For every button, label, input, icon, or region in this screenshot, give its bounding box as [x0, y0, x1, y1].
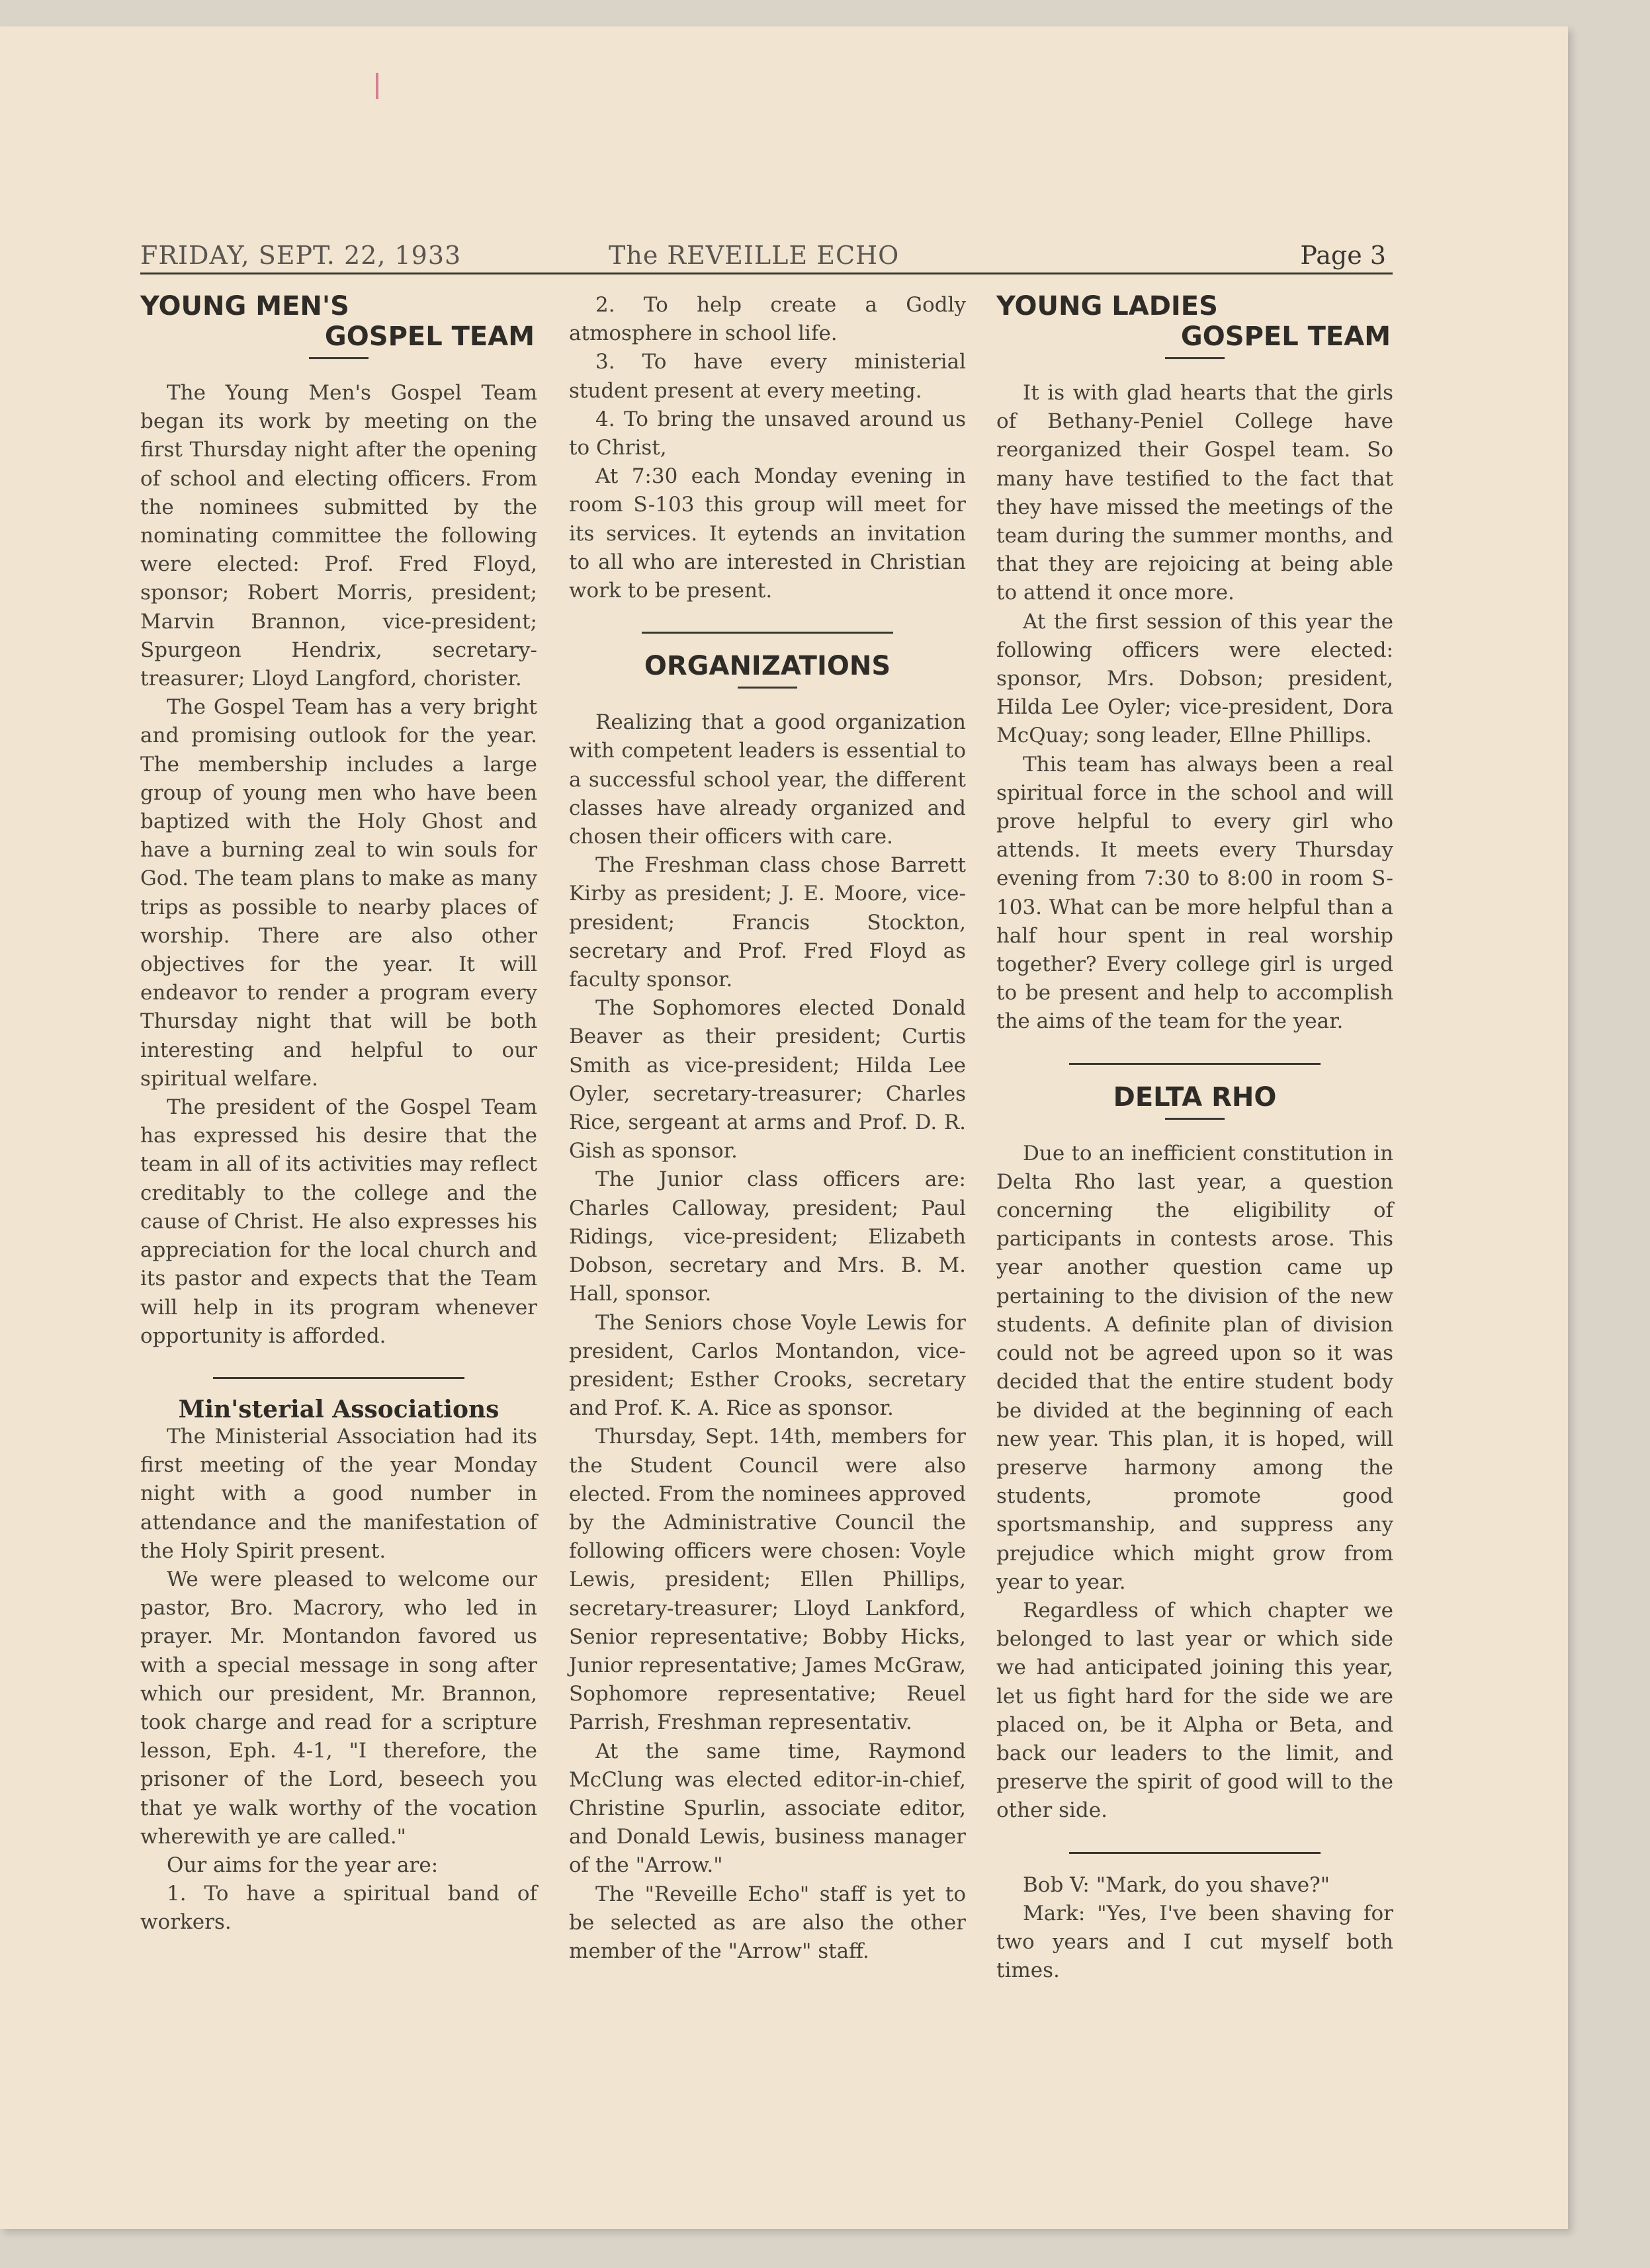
article-paragraph: The Young Men's Gospel Team began its work by meeting on the first Thursday night after the opening of school and electing officers. From the nominees submitted by the nominating committee the following were elected: Prof. Fred Floyd, sponsor; Robert Morris, president; Marvin Brannon, vice-president; Spurgeon Hendrix, secretary-treasurer; Lloyd Langford, chorister.	[140, 381, 537, 691]
divider	[1165, 357, 1225, 359]
article-paragraph: This team has always been a real spiritual force in the school and will prove helpful to every girl who attends. It meets every Thursday evening from 7:30 to 8:00 in room S-103. What can be more helpful than a half hour spent in real worship together? Every college girl is urged to be present and help to accomplish the aims of the team for the year.	[996, 752, 1393, 1034]
divider	[738, 687, 797, 689]
article-paragraph: The Ministerial Association had its first meeting of the year Monday night with a good number in attendance and the manifestation of the Holy Spirit present.	[140, 1424, 537, 1563]
divider	[1069, 1852, 1321, 1854]
aim-item: 2. To help create a Godly atmosphere in school life.	[569, 293, 966, 346]
joke-line: Bob V: "Mark, do you shave?"	[1023, 1872, 1330, 1897]
article-paragraph: The Freshman class chose Barrett Kirby as president; J. E. Moore, vice-president; Francis Stockton, secretary and Prof. Fred Floyd as faculty sponsor.	[569, 853, 966, 992]
ladies-team-title-line1: YOUNG LADIES	[996, 291, 1218, 321]
article-paragraph: We were pleased to welcome our pastor, Bro. Macrory, who led in prayer. Mr. Montandon favored us with a special message in song after which our president, Mr. Brannon, took charge and read for a scripture lesson, Eph. 4-1, "I therefore, the prisoner of the Lord, beseech you that ye walk worthy of the vocation wherewith ye are called."	[140, 1567, 537, 1849]
organizations-title: ORGANIZATIONS	[644, 651, 891, 682]
column-1	[140, 291, 537, 1937]
column-3	[996, 291, 1393, 1985]
delta-rho-title: DELTA RHO	[1113, 1081, 1277, 1113]
article-paragraph: It is with glad hearts that the girls of Bethany-Peniel College have reorganized their Gospel team. So many have testified to the fact that they have missed the meetings of the team during the summer months, and that they are rejoicing at being able to attend it once more.	[996, 381, 1393, 605]
divider	[1165, 1118, 1225, 1120]
pin-mark	[376, 73, 378, 99]
divider	[309, 357, 369, 359]
divider	[1069, 1063, 1321, 1065]
article-paragraph: The Sophomores elected Donald Beaver as their president; Curtis Smith as vice-president; Hilda Lee Oyler, secretary-treasurer; Charles Rice, sergeant at arms and Prof. D. R. Gish as sponsor.	[569, 996, 966, 1163]
article-paragraph: The "Reveille Echo" staff is yet to be selected as are also the other member of the "Arrow" staff.	[569, 1882, 966, 1963]
article-paragraph: Our aims for the year are:	[167, 1853, 439, 1877]
article-paragraph: The Junior class officers are: Charles Calloway, president; Paul Ridings, vice-president; Elizabeth Dobson, secretary and Mrs. B. M. Hall, sponsor.	[569, 1167, 966, 1306]
newspaper-page	[0, 26, 1568, 2229]
ladies-team-title-line2: GOSPEL TEAM	[1180, 321, 1391, 352]
article-paragraph: Thursday, Sept. 14th, members for the Student Council were also elected. From the nominees approved by the Administrative Council the following officers were chosen: Voyle Lewis, president; Ellen Phillips, secretary-treasurer; Lloyd Lankford, Senior representative; Bobby Hicks, Junior representative; James McGraw, Sophomore representative; Reuel Parrish, Freshman representativ.	[569, 1425, 966, 1735]
article-paragraph: 1. To have a spiritual band of workers.	[140, 1882, 537, 1935]
article-paragraph: At 7:30 each Monday evening in room S-103 this group will meet for its services. It eytends an invitation to all who are interested in Christian work to be present.	[569, 464, 966, 603]
aim-item: 3. To have every ministerial student present at every meeting.	[569, 350, 966, 403]
divider	[213, 1377, 464, 1379]
mens-team-title-line2: GOSPEL TEAM	[324, 321, 535, 352]
ministerial-association-title: Min'sterial Associations	[178, 1395, 499, 1423]
header-page-number: Page 3	[1300, 241, 1386, 270]
page-header	[140, 238, 1393, 274]
aim-item: 4. To bring the unsaved around us to Christ,	[569, 407, 966, 460]
article-paragraph: The Gospel Team has a very bright and promising outlook for the year. The membership includes a large group of young men who have been baptized with the Holy Ghost and have a burning zeal to win souls for God. The team plans to make as many trips as possible to nearby places of worship. There are also other objectives for the year. It will endeavor to render a program every Thursday night that will be both interesting and helpful to our spiritual welfare.	[140, 695, 537, 1091]
article-paragraph: The Seniors chose Voyle Lewis for president, Carlos Montandon, vice-president; Esther Crooks, secretary and Prof. K. A. Rice as sponsor.	[569, 1310, 966, 1421]
article-paragraph: The president of the Gospel Team has expressed his desire that the team in all of its activities may reflect creditably to the college and the cause of Christ. He also expresses his appreciation for the local church and its pastor and expects that the Team will help in its program whenever opportunity is afforded.	[140, 1095, 537, 1348]
header-date: FRIDAY, SEPT. 22, 1933	[140, 241, 462, 270]
column-2	[569, 291, 966, 1966]
article-paragraph: Regardless of which chapter we belonged to last year or which side we had anticipated joining this year, let us fight hard for the side we are placed on, be it Alpha or Beta, and back our leaders to the limit, and preserve the spirit of good will to the other side.	[996, 1598, 1393, 1823]
joke-line: Mark: "Yes, I've been shaving for two years and I cut myself both times.	[996, 1901, 1393, 1983]
article-paragraph: Due to an inefficient constitution in Delta Rho last year, a question concerning the eligibility of participants in contests arose. This year another question came up pertaining to the division of the new students. A definite plan of division could not be agreed upon so it was decided that the entire student body be divided at the beginning of each new year. This plan, it is hoped, will preserve harmony among the students, promote good sportsmanship, and suppress any prejudice which might grow from year to year.	[996, 1141, 1393, 1594]
article-paragraph: At the same time, Raymond McClung was elected editor-in-chief, Christine Spurlin, associate editor, and Donald Lewis, business manager of the "Arrow."	[569, 1739, 966, 1878]
header-paper-name: The REVEILLE ECHO	[609, 241, 900, 270]
mens-team-title-line1: YOUNG MEN'S	[140, 291, 349, 321]
divider	[642, 632, 893, 634]
article-paragraph: Realizing that a good organization with competent leaders is essential to a successful school year, the different classes have already organized and chosen their officers with care.	[569, 710, 966, 849]
article-paragraph: At the first session of this year the following officers were elected: sponsor, Mrs. Dobson; president, Hilda Lee Oyler; vice-president, Dora McQuay; song leader, Ellne Phillips.	[996, 609, 1393, 748]
